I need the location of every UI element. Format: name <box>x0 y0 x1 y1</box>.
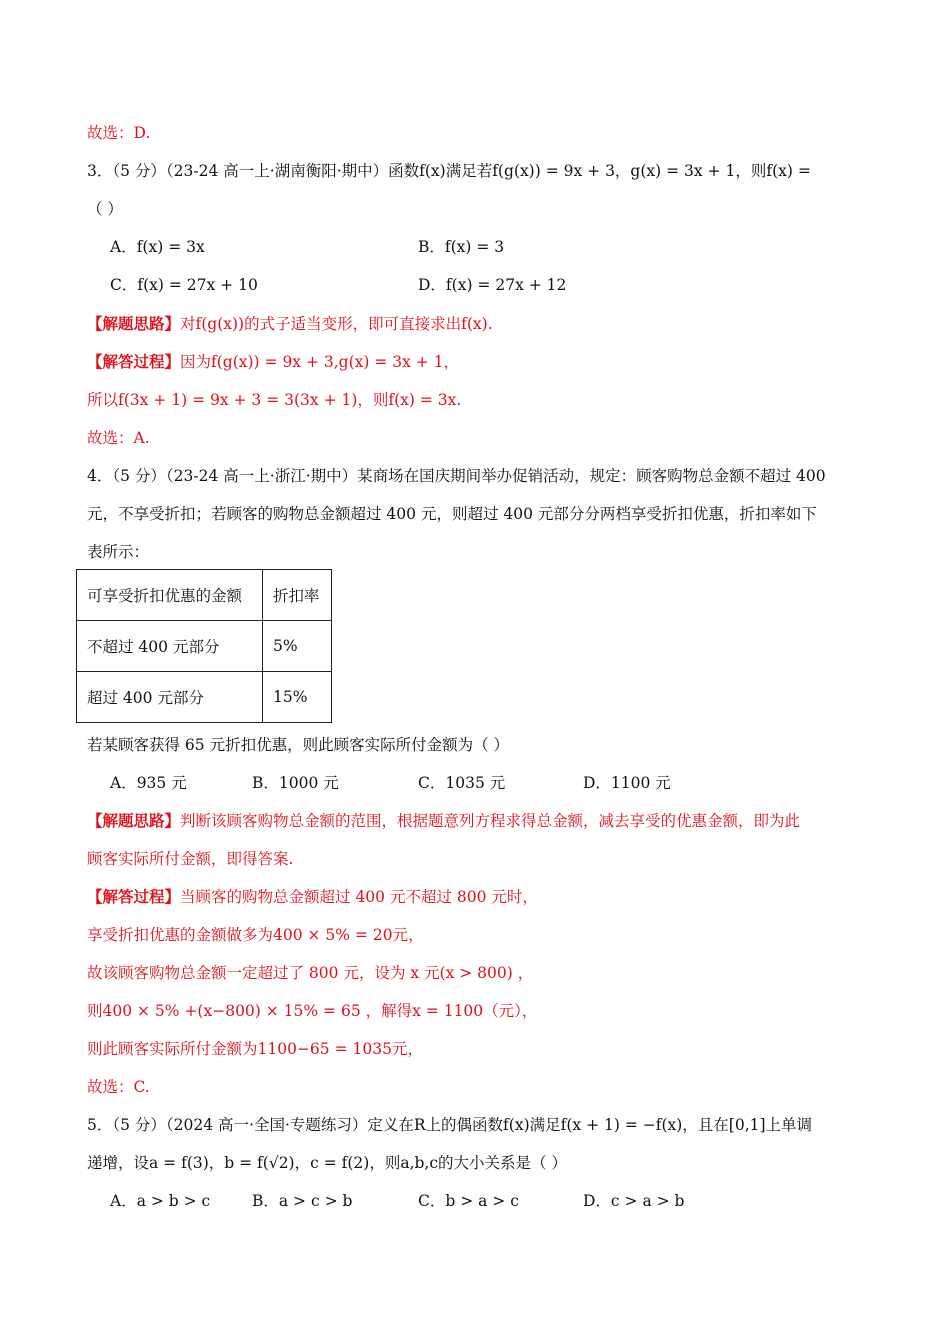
table-row <box>77 672 332 723</box>
table-header-row <box>77 570 332 621</box>
table-cell: 15% <box>263 672 332 723</box>
q4-option-d[interactable]: D．1100 元 <box>583 774 671 792</box>
q4-solution-process-2: 享受折扣优惠的金额做多为400 × 5% = 20元， <box>87 926 424 944</box>
q4-option-b[interactable]: B．1000 元 <box>252 774 339 792</box>
table-header-cell: 折扣率 <box>263 570 332 621</box>
q4-stem-line-1: 4．（5 分）（23-24 高一上·浙江·期中）某商场在国庆期间举办促销活动，规定：顾客购物总金额不超过 400 <box>87 467 826 485</box>
table-cell: 5% <box>263 621 332 672</box>
q4-solution-process-3: 故该顾客购物总金额一定超过了 800 元，设为 x 元(x > 800) ， <box>87 964 534 982</box>
table-cell: 不超过 400 元部分 <box>77 621 263 672</box>
q4-solution-idea-2: 顾客实际所付金额，即得答案. <box>87 850 294 868</box>
q3-stem-line-1: 3．（5 分）（23-24 高一上·湖南衡阳·期中）函数f(x)满足若f(g(x)) = 9x + 3，g(x) = 3x + 1，则f(x) = <box>87 162 811 180</box>
solution-idea-label: 【解题思路】 <box>87 314 181 333</box>
q3-option-d[interactable]: D．f(x) = 27x + 12 <box>418 276 567 294</box>
table-header-cell: 可享受折扣优惠的金额 <box>77 570 263 621</box>
q4-solution-process-5: 则此顾客实际所付金额为1100−65 = 1035元， <box>87 1040 423 1058</box>
q5-stem-line-2: 递增，设a = f(3)，b = f(√2)，c = f(2)，则a,b,c的大小关系是（ ） <box>87 1154 567 1172</box>
q3-option-a[interactable]: A．f(x) = 3x <box>110 238 205 256</box>
q3-solution-idea <box>87 313 493 335</box>
q5-option-a[interactable]: A．a > b > c <box>110 1192 211 1210</box>
q3-solution-process-1 <box>87 351 459 373</box>
q5-option-b[interactable]: B．a > c > b <box>252 1192 353 1210</box>
q3-answer: 故选：A. <box>87 429 150 447</box>
table-row <box>77 621 332 672</box>
q4-solution-process-1 <box>87 886 538 908</box>
q4-stem-line-2: 元，不享受折扣；若顾客的购物总金额超过 400 元，则超过 400 元部分分两档享受折扣优惠，折扣率如下 <box>87 505 817 523</box>
q4-answer: 故选：C. <box>87 1078 150 1096</box>
table-cell: 超过 400 元部分 <box>77 672 263 723</box>
solution-idea-text: 对f(g(x))的式子适当变形，即可直接求出f(x). <box>180 315 493 333</box>
discount-table <box>76 569 332 723</box>
q5-option-c[interactable]: C．b > a > c <box>418 1192 519 1210</box>
q3-option-c[interactable]: C．f(x) = 27x + 10 <box>110 276 258 294</box>
q4-option-a[interactable]: A．935 元 <box>110 774 187 792</box>
q5-stem-line-1: 5．（5 分）（2024 高一·全国·专题练习）定义在R上的偶函数f(x)满足f(x + 1) = −f(x)，且在[0,1]上单调 <box>87 1116 813 1134</box>
solution-process-label: 【解答过程】 <box>87 352 181 371</box>
q3-solution-process-2: 所以f(3x + 1) = 9x + 3 = 3(3x + 1)，则f(x) = 3x. <box>87 391 462 409</box>
solution-process-label: 【解答过程】 <box>87 887 181 906</box>
solution-process-text: 当顾客的购物总金额超过 400 元不超过 800 元时， <box>180 888 538 906</box>
q5-option-d[interactable]: D．c > a > b <box>583 1192 685 1210</box>
solution-idea-label: 【解题思路】 <box>87 811 181 830</box>
q2-answer: 故选：D. <box>87 124 151 142</box>
q4-stem-line-3: 表所示： <box>87 543 150 561</box>
q4-solution-idea-1 <box>87 810 800 832</box>
solution-idea-text: 判断该顾客购物总金额的范围，根据题意列方程求得总金额，减去享受的优惠金额，即为此 <box>180 812 801 830</box>
q4-option-c[interactable]: C．1035 元 <box>418 774 506 792</box>
solution-process-text: 因为f(g(x)) = 9x + 3,g(x) = 3x + 1， <box>180 353 460 371</box>
q4-stem-line-4: 若某顾客获得 65 元折扣优惠，则此顾客实际所付金额为（ ） <box>87 736 510 754</box>
q4-solution-process-4: 则400 × 5% +(x−800) × 15% = 65 ，解得x = 1100（元）， <box>87 1002 538 1020</box>
q3-option-b[interactable]: B．f(x) = 3 <box>418 238 505 256</box>
q3-stem-line-2: （ ） <box>87 200 123 218</box>
